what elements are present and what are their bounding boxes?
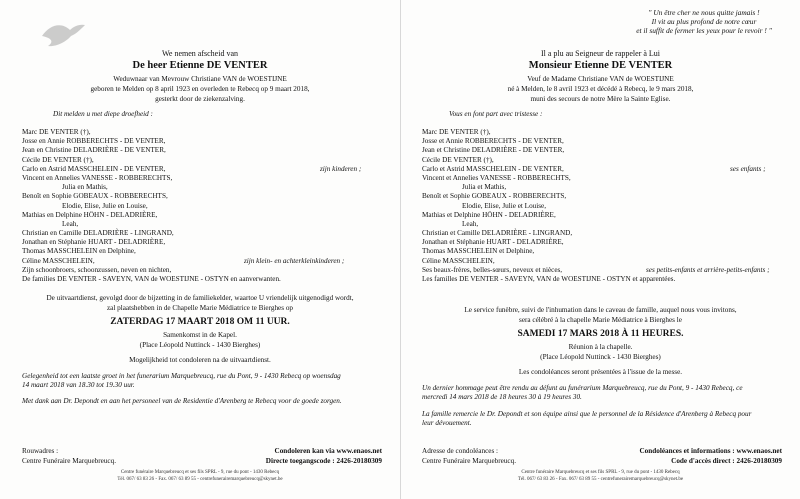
list-item: Thomas MASSCHELEIN en Delphine, [22, 247, 136, 256]
mourning-address: Centre Funéraire Marquebreucq. [22, 457, 116, 465]
list-item: Marc DE VENTER (†), [22, 128, 91, 136]
list-item: Josse en Annie ROBBERECHTS - DE VENTER, [22, 137, 166, 146]
family-intro: Dit melden u met diepe droefheid : [53, 110, 153, 118]
list-item: Carlo en Astrid MASSCHELEIN - DE VENTER, [22, 164, 166, 173]
list-item: Julia en Mathis, [62, 183, 108, 192]
mourning-address-label: Rouwadres : [22, 447, 59, 455]
intro-text: Il a plu au Seigneur de rappeler à Lui [540, 49, 661, 58]
list-item: Leah, [462, 219, 479, 228]
funeral-home-line: Centre funéraire Marquebreucq et ses fils SPRL - 9, rue du pont - 1430 Rebecq [120, 470, 280, 475]
family-intro: Vous en font part avec tristesse : [449, 110, 543, 118]
list-item: De families DE VENTER - SAVEYN, VAN de WOESTIJNE - OSTYN en aanverwanten. [22, 275, 281, 283]
gathering-line-2: (Place Léopold Nuttinck - 1430 Bierghes) [139, 341, 261, 349]
dove-icon [40, 22, 86, 48]
last-greeting-line-1: Gelegenheid tot een laatste groet in het funerarium Marquebreucq, rue du Pont, 9 - 1430 Rebecq op woensdag [22, 372, 341, 380]
list-item: Vincent et Annelies VANESSE - ROBBERECHTS, [422, 173, 571, 182]
birth-death-line: né à Melden, le 8 avril 1923 et décédé à Rebecq, le 9 mars 2018, [507, 85, 694, 93]
grandchildren-tag: zijn klein- en achterkleinkinderen ; [244, 257, 345, 265]
thanks-line-1: La famille remercie le Dr. Depondt et son équipe ainsi que le personnel de la Résidence d'Arenberg à Rebecq pour [422, 410, 752, 418]
list-item: Ses beaux-frères, belles-sœurs, neveux et nièces, [422, 265, 563, 274]
list-item: Zijn schoonbroers, schoonzussen, neven en nichten, [22, 265, 172, 274]
list-item: Jonathan et Stéphanie HUART - DELADRIÈRE, [422, 238, 564, 247]
access-code: Directe toegangscode : 2426-20180309 [265, 457, 382, 465]
list-item: Leah, [62, 219, 79, 228]
funeral-home-line: Centre funéraire Marquebreucq et ses fils SPRL - 9, rue du pont - 1430 Rebecq [521, 470, 680, 475]
intro-text: We nemen afscheid van [162, 49, 238, 58]
funeral-home-contact: Tél. 067/ 63 83 26 - Fax. 067/ 63 89 55 - centrefunerairemarquebreucq@skynet.be [117, 477, 283, 482]
list-item: Christian et Camille DELADRIÈRE - LINGRAND, [422, 229, 573, 238]
sacrament-line: muni des secours de notre Mère la Sainte Eglise. [530, 95, 671, 103]
children-tag: zijn kinderen ; [320, 165, 362, 173]
deceased-name: De heer Etienne DE VENTER [132, 60, 268, 71]
epitaph-quote: " Un être cher ne nous quitte jamais ! Il vit au plus profond de notre cœur et il suffit de fermer les yeux pour le revoir ! " [636, 8, 772, 35]
list-item: Benoît et Sophie GOBEAUX - ROBBERECHTS, [422, 192, 567, 201]
list-item: Elodie, Elise, Julie et Louise, [462, 201, 547, 210]
children-tag: ses enfants ; [730, 165, 766, 173]
last-homage-line-2: mercredi 14 mars 2018 de 18 heures 30 à 19 heures 30. [422, 393, 582, 401]
condolence-note: Les condoléances seront présentées à l'issue de la messe. [518, 368, 683, 376]
gathering-line-1: Réunion à la chapelle. [568, 343, 633, 351]
list-item: Cécile DE VENTER (†), [422, 155, 494, 164]
condolence-link[interactable]: Condoleren kan via www.enaos.net [274, 447, 382, 455]
thanks-line: Met dank aan Dr. Depondt en aan het personeel van de Residentie d'Arenberg te Rebecq voor de goede zorgen. [22, 397, 342, 405]
list-item: Elodie, Elise, Julie en Louise, [62, 201, 148, 210]
condolence-address-label: Adresse de condoléances : [422, 447, 499, 455]
condolence-note: Mogelijkheid tot condoleren na de uitvaartdienst. [129, 356, 271, 364]
list-item: Vincent en Annelies VANESSE - ROBBERECHTS, [22, 173, 173, 182]
gathering-line-1: Samenkomst in de Kapel. [163, 331, 237, 339]
list-item: Mathias en Delphine HÖHN - DELADRIÈRE, [22, 210, 158, 219]
last-greeting-line-2: 14 maart 2018 van 18.30 tot 19.30 uur. [22, 381, 135, 389]
service-line-1: De uitvaartdienst, gevolgd door de bijzetting in de familiekelder, waartoe U vriendelijk uitgenodigd wordt, [46, 294, 354, 302]
list-item: Céline MASSCHELEIN, [422, 256, 495, 265]
service-date: SAMEDI 17 MARS 2018 À 11 HEURES. [517, 329, 684, 339]
service-line-1: Le service funèbre, suivi de l'inhumation dans le caveau de famille, auquel nous vous invitons, [464, 306, 737, 314]
access-code: Code d'accès direct : 2426-20180309 [671, 457, 782, 465]
list-item: Cécile DE VENTER (†), [22, 155, 94, 164]
service-line-2: zal plaatshebben in de Chapelle Marie Médiatrice te Bierghes op [106, 304, 294, 312]
deceased-name: Monsieur Etienne DE VENTER [528, 60, 673, 71]
list-item: Mathias et Delphine HÖHN - DELADRIÈRE, [422, 210, 556, 219]
list-item: Christian en Camille DELADRIÈRE - LINGRAND, [22, 229, 174, 238]
family-list [422, 128, 675, 284]
widower-line: Veuf de Madame Christiane VAN de WOESTIJNE [527, 75, 674, 83]
list-item: Thomas MASSCHELEIN et Delphine, [422, 247, 535, 256]
list-item: Julia et Mathis, [462, 183, 507, 192]
list-item: Benoît en Sophie GOBEAUX - ROBBERECHTS, [22, 192, 168, 201]
widower-line: Weduwnaar van Mevrouw Christiane VAN de WOESTIJNE [113, 75, 287, 83]
list-item: Marc DE VENTER (†), [422, 128, 491, 136]
list-item: Les familles DE VENTER - SAVEYN, VAN de WOESTIJNE - OSTYN et apparentées. [422, 275, 676, 283]
list-item: Jean et Christine DELADRIÈRE - DE VENTER, [422, 146, 565, 155]
grandchildren-tag: ses petits-enfants et arrière-petits-enfants ; [646, 266, 770, 274]
service-date: ZATERDAG 17 MAART 2018 OM 11 UUR. [110, 317, 290, 327]
list-item: Jean en Christine DELADRIÈRE - DE VENTER, [22, 146, 166, 155]
gathering-line-2: (Place Léopold Nuttinck - 1430 Bierghes) [540, 353, 661, 361]
family-list [22, 128, 281, 284]
french-column [401, 0, 800, 499]
service-line-2: sera célébré à la chapelle Marie Médiatrice à Bierghes le [519, 316, 682, 324]
last-homage-line-1: Un dernier hommage peut être rendu au défunt au funérarium Marquebreucq, rue du Pont, 9 - 1430 Rebecq, ce [422, 384, 743, 392]
list-item: Jonathan en Stéphanie HUART - DELADRIÈRE, [22, 238, 166, 247]
funeral-home-contact: Tél. 067/ 63 83 26 - Fax. 067/ 63 89 55 - centrefunerairemarquebreucq@skynet.be [517, 477, 684, 482]
list-item: Carlo et Astrid MASSCHELEIN - DE VENTER, [422, 164, 564, 173]
birth-death-line: geboren te Melden op 8 april 1923 en overleden te Rebecq op 9 maart 2018, [90, 85, 310, 93]
sacrament-line: gesterkt door de ziekenzalving. [155, 95, 245, 103]
condolence-address: Centre Funéraire Marquebreucq. [422, 457, 516, 465]
list-item: Josse et Annie ROBBERECHTS - DE VENTER, [422, 137, 564, 146]
thanks-line-2: leur dévouement. [422, 419, 472, 427]
condolence-link[interactable]: Condoléances et informations : www.enaos.net [639, 447, 782, 455]
list-item: Céline MASSCHELEIN, [22, 256, 95, 265]
